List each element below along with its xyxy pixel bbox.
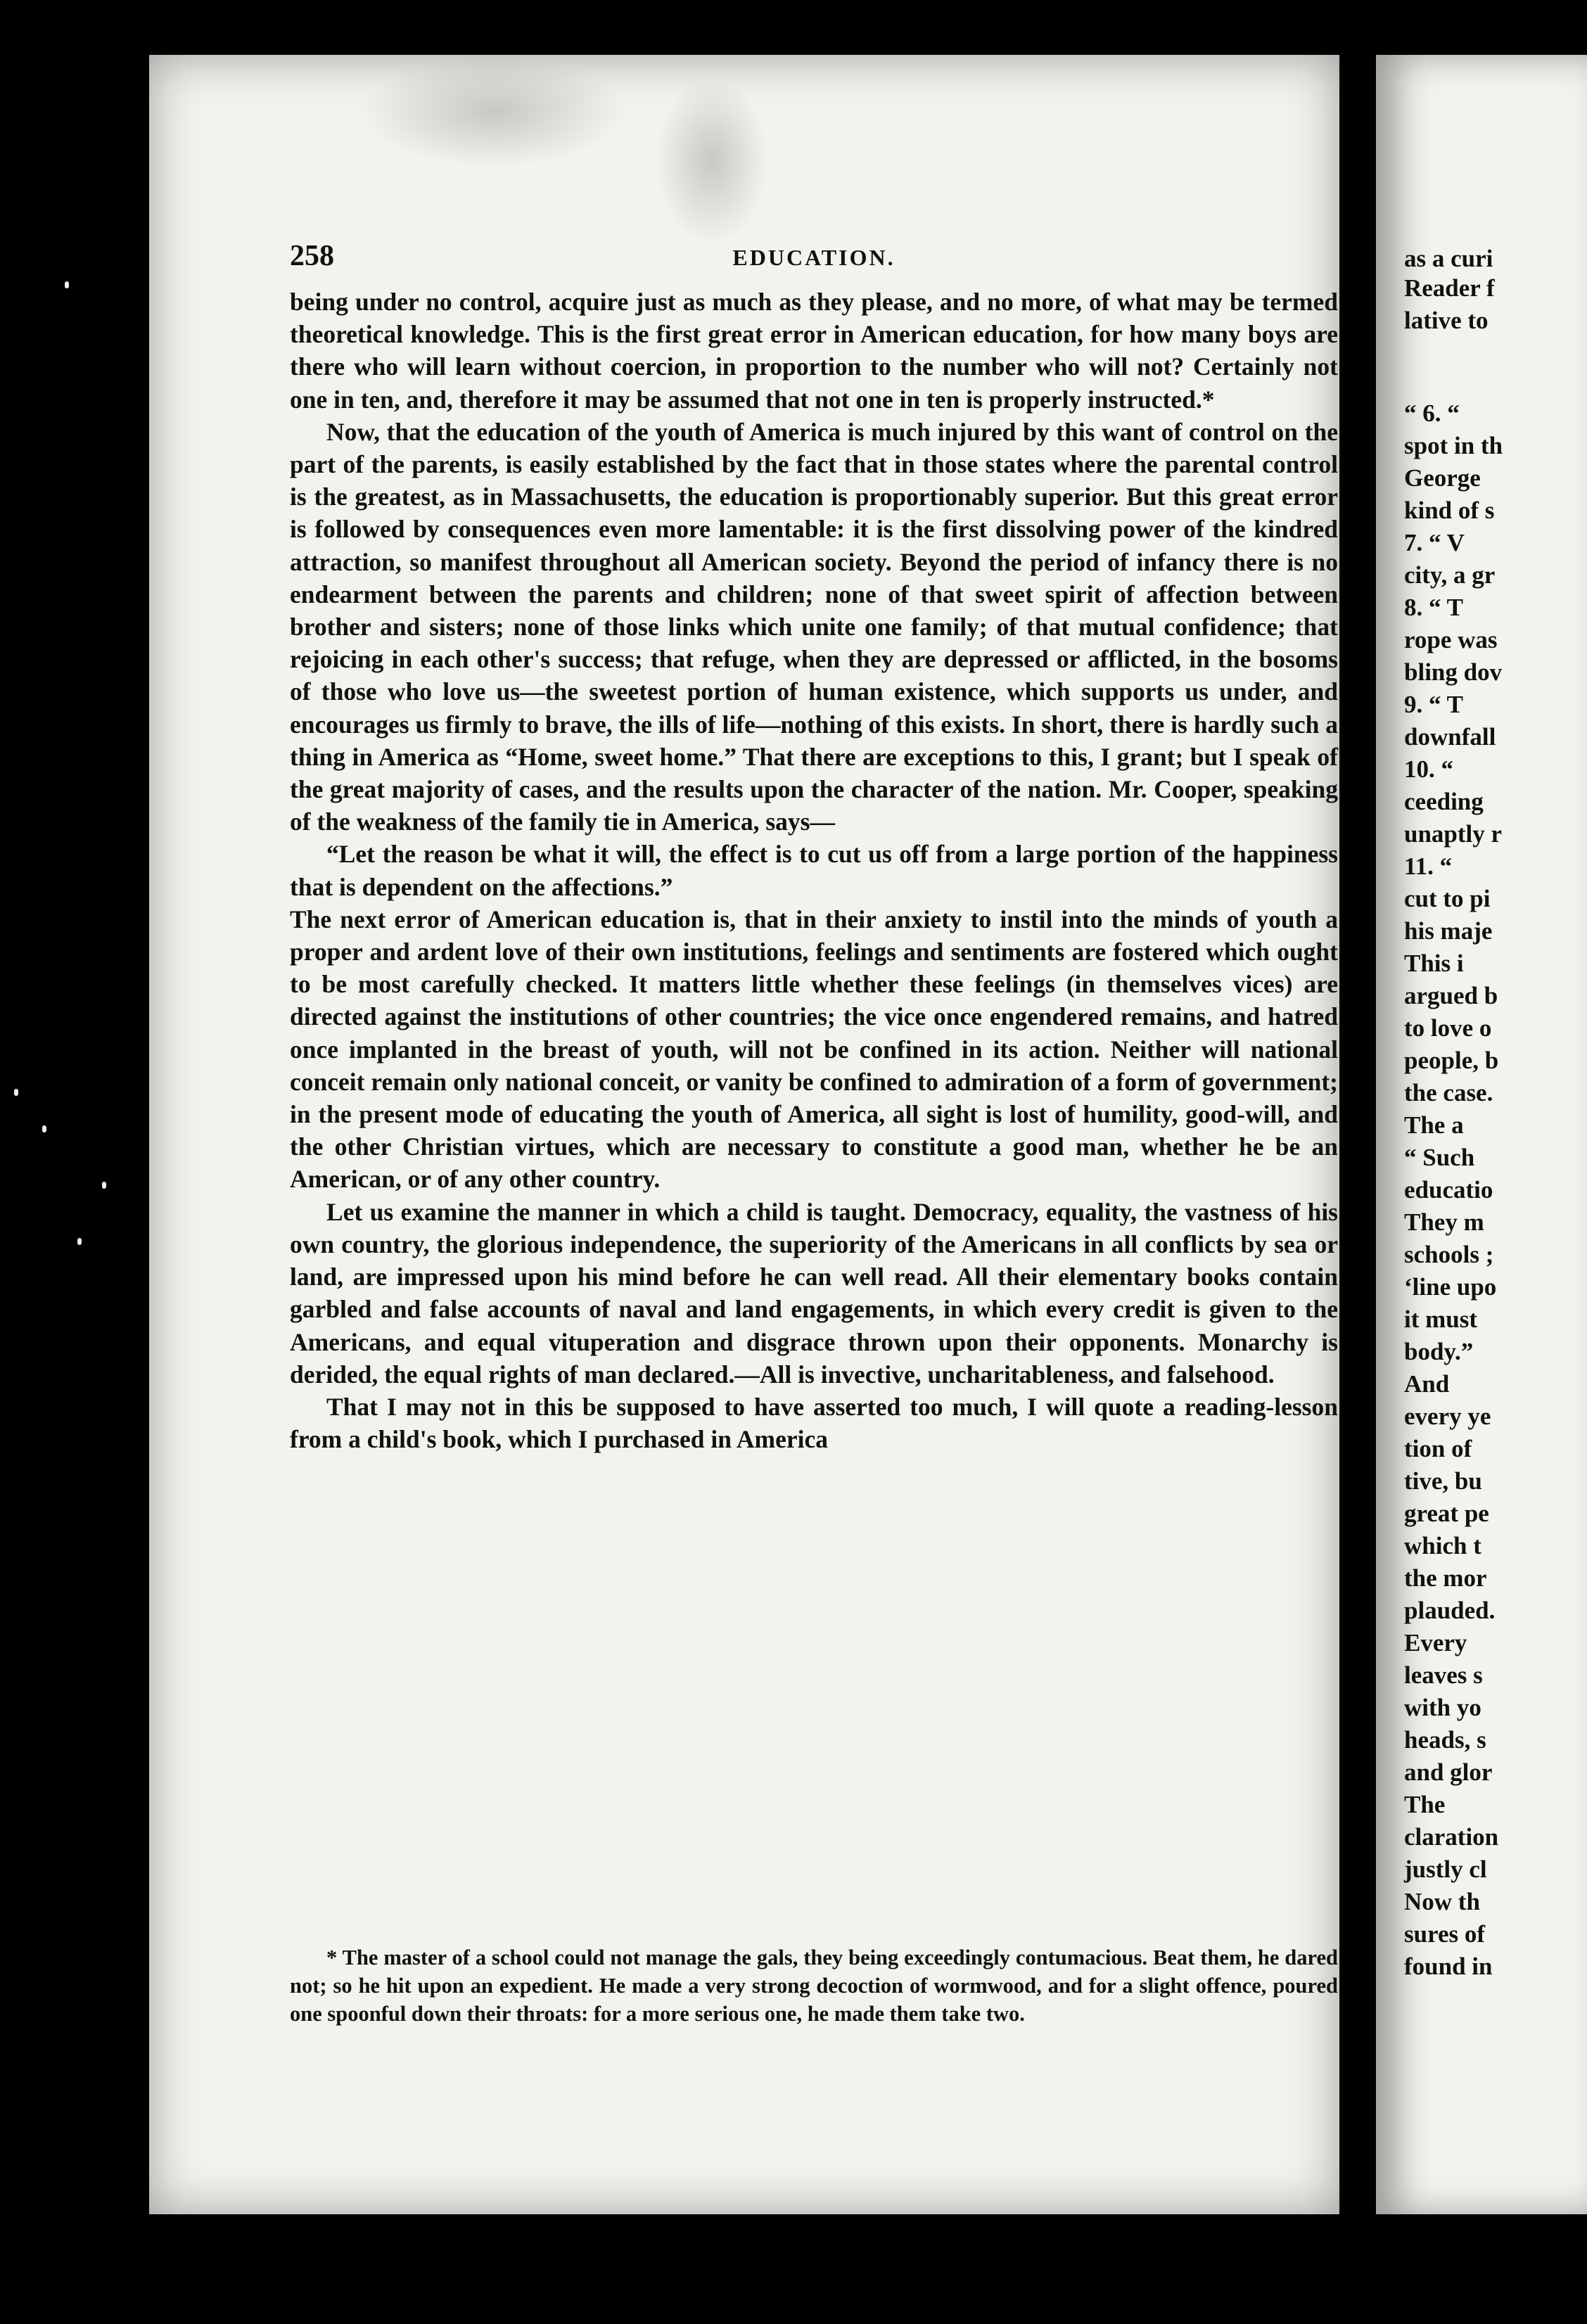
right-page-line: plauded.	[1404, 1597, 1496, 1624]
book-gutter	[1339, 0, 1376, 2324]
paragraph: Now, that the education of the youth of America is much injured by this want of control on the part of the parents, is easily established by the fact that in those states where the parental control is the greatest, as in Massachusetts, the education is proportionably superior. But this great error is followed by consequences even more lamentable: it is the first dissolving power of the kindred attraction, so manifest throughout all American society. Beyond the period of infancy there is no endearment between the parents and children; none of that sweet spirit of affection between brother and sisters; none of those links which unite one family; of that mutual confidence; that rejoicing in each other's success; that refuge, when they are depressed or afflicted, in the bosoms of those who love us—the sweetest portion of human existence, which supports us under, and encourages us firmly to brave, the ills of life—nothing of this exists. In short, there is hardly such a thing in America as “Home, sweet home.” That there are exceptions to this, I grant; but I speak of the great majority of cases, and the results upon the character of the nation. Mr. Cooper, speaking of the weakness of the family tie in America, says—	[290, 417, 1338, 836]
right-page-line: to love o	[1404, 1014, 1492, 1042]
right-page-line: “ Such	[1404, 1144, 1475, 1171]
right-page-line: schools ;	[1404, 1241, 1494, 1268]
right-page-line: unaptly r	[1404, 820, 1503, 848]
running-title: EDUCATION.	[732, 245, 896, 270]
right-page-line: educatio	[1404, 1176, 1493, 1204]
right-page-line: 7. “ V	[1404, 529, 1465, 556]
right-page-line: body.”	[1404, 1338, 1474, 1365]
right-page-line: Reader f	[1404, 274, 1495, 302]
right-page-line: kind of s	[1404, 497, 1495, 524]
footnote-text: * The master of a school could not manage the gals, they being exceedingly contumacious. Beat them, he dared not; so he hit upon an expedient. He made a very strong decoction of wormwood, and for a slight offence, poured one spoonful down their throats: for a more serious one, he made them take two.	[290, 1946, 1338, 2026]
right-page-line: They m	[1404, 1208, 1484, 1236]
scan-speck	[42, 1125, 46, 1132]
right-page-line: “ 6. “	[1404, 400, 1460, 427]
right-page-line: every ye	[1404, 1403, 1491, 1430]
right-page-line: cut to pi	[1404, 885, 1491, 912]
paragraph: Let us examine the manner in which a child is taught. Democracy, equality, the vastness of his own country, the glorious independence, the superiority of the Americans in all conflicts by sea or land, are impressed upon his mind before he can well read. All their elementary books contain garbled and false accounts of naval and land engagements, in which every credit is given to the Americans, and equal vituperation and disgrace thrown upon their opponents. Monarchy is derided, the equal rights of man declared.—All is invective, uncharitableness, and falsehood.	[290, 1197, 1338, 1388]
left-page	[149, 55, 1339, 2214]
right-page-line: Every	[1404, 1629, 1467, 1656]
right-page-line: bling dov	[1404, 658, 1503, 686]
right-page-line: The	[1404, 1791, 1446, 1818]
right-page-line: spot in th	[1404, 432, 1503, 459]
right-page-line: great pe	[1404, 1500, 1489, 1527]
scan-speck	[102, 1182, 106, 1189]
right-page-line: leaves s	[1404, 1661, 1483, 1689]
right-page-line: it must	[1404, 1305, 1478, 1333]
right-page-line: George	[1404, 464, 1481, 492]
running-head	[290, 239, 1338, 281]
right-page-line: downfall	[1404, 723, 1496, 751]
right-page-line: ‘line upo	[1404, 1273, 1497, 1301]
right-page-line: the mor	[1404, 1564, 1487, 1592]
scan-speck	[77, 1238, 82, 1245]
right-page-line: argued b	[1404, 982, 1498, 1009]
right-page-line: found in	[1404, 1953, 1493, 1980]
paragraph: The next error of American education is, that in their anxiety to instil into the minds of youth a proper and ardent love of their own institutions, feelings and sentiments are fostered which ought to be most carefully checked. It matters little whether these feelings (in themselves vices) are directed against the institutions of other countries; the vice once engendered remains, and hatred once implanted in the breast of youth, will not be confined in its action. Neither will national conceit remain only national conceit, or vanity be confined to admiration of a form of government; in the present mode of educating the youth of America, all sight is lost of humility, good-will, and the other Christian virtues, which are necessary to constitute a good man, whether he be an American, or of any other country.	[290, 905, 1338, 1194]
scan-speck	[14, 1089, 18, 1096]
right-page-line: the case.	[1404, 1079, 1493, 1106]
right-page-line: rope was	[1404, 626, 1498, 653]
paper-stain	[656, 76, 768, 245]
right-page-line: 11. “	[1404, 853, 1453, 880]
right-page-line: sures of	[1404, 1920, 1486, 1948]
right-page-line: And	[1404, 1370, 1450, 1398]
scan-speck	[65, 281, 69, 288]
right-page-line: his maje	[1404, 917, 1493, 945]
paper-stain	[360, 55, 627, 167]
footnote	[290, 1943, 1338, 2028]
right-page-line: people, b	[1404, 1047, 1499, 1074]
right-page-line: with yo	[1404, 1694, 1481, 1721]
right-page-line: This i	[1404, 950, 1464, 977]
right-page-line: 8. “ T	[1404, 594, 1463, 621]
right-page-line: claration	[1404, 1823, 1499, 1851]
right-page-line: 9. “ T	[1404, 691, 1463, 718]
right-page-line: 10. “	[1404, 755, 1453, 783]
right-page-line: justly cl	[1404, 1856, 1487, 1883]
page-number: 258	[290, 240, 334, 272]
right-page-line: lative to	[1404, 307, 1489, 334]
paragraph: That I may not in this be supposed to have asserted too much, I will quote a reading-lesson from a child's book, which I purchased in America	[290, 1392, 1338, 1454]
right-page-line: tive, bu	[1404, 1467, 1482, 1495]
right-page-line: heads, s	[1404, 1726, 1486, 1754]
right-page-line: city, a gr	[1404, 561, 1496, 589]
right-page-line: The a	[1404, 1111, 1464, 1139]
right-page-line: ceeding	[1404, 788, 1484, 815]
right-page-line: tion of	[1404, 1435, 1472, 1462]
right-page-line: which t	[1404, 1532, 1481, 1559]
body-text	[290, 286, 1338, 1455]
right-page	[1376, 55, 1587, 2214]
block-quote: “Let the reason be what it will, the effect is to cut us off from a large portion of the happiness that is dependent on the affections.”	[290, 840, 1338, 901]
right-page-line: as a curi	[1404, 245, 1493, 272]
paragraph: being under no control, acquire just as much as they please, and no more, of what may be termed theoretical knowledge. This is the first great error in American education, for how many boys are there who will learn without coercion, in proportion to the number who will not? Certainly not one in ten, and, therefore it may be assumed that not one in ten is properly instructed.*	[290, 288, 1338, 414]
right-page-line: Now th	[1404, 1888, 1480, 1915]
right-page-line: and glor	[1404, 1758, 1493, 1786]
